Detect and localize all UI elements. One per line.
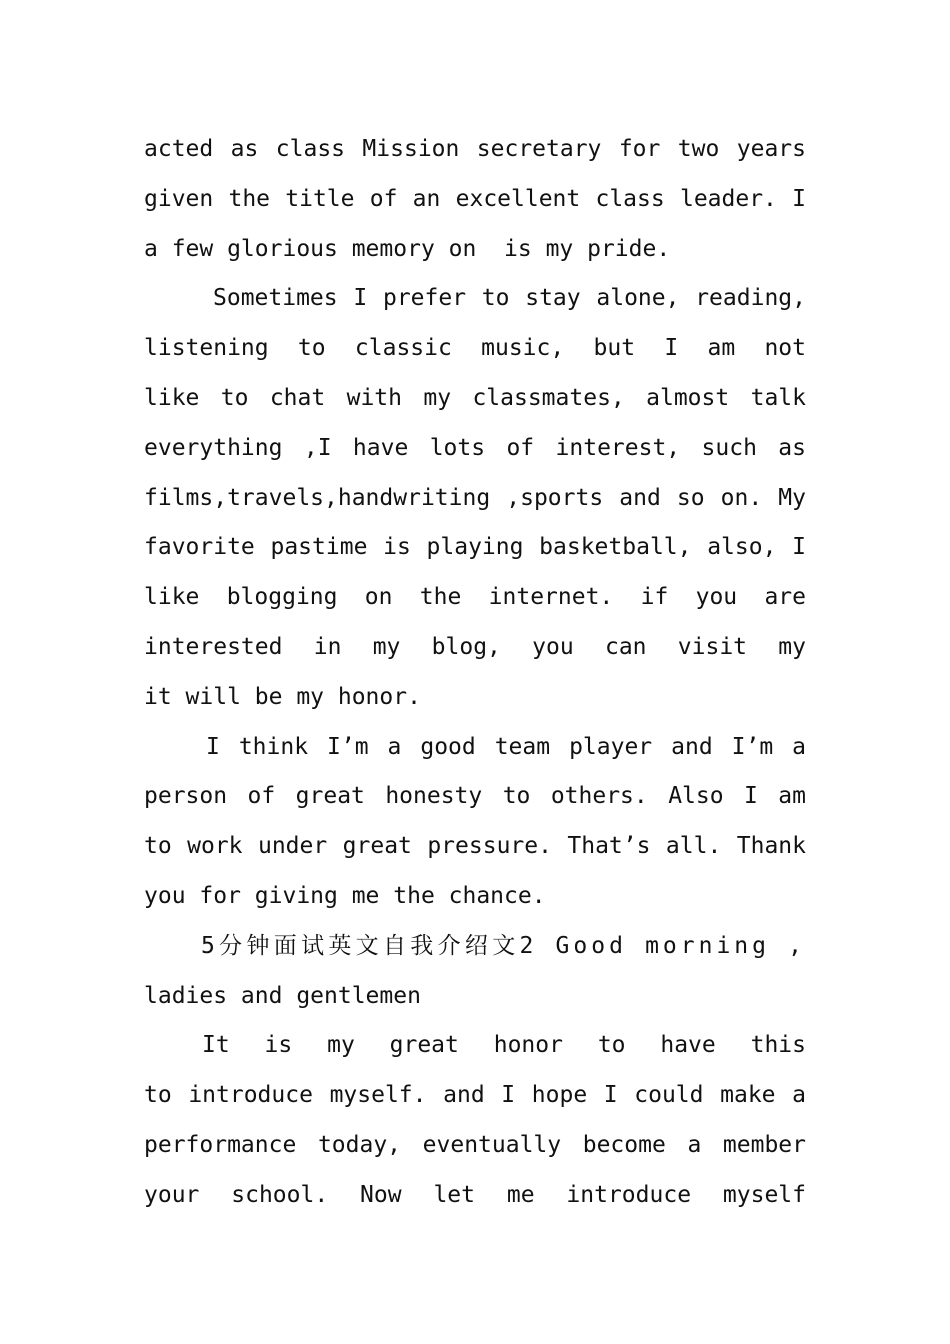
text-line: films,travels,handwriting ,sports and so on. My <box>144 484 806 511</box>
paragraph-start-line: Sometimes I prefer to stay alone, reading, <box>213 285 806 312</box>
text-line: to introduce myself. and I hope I could make a <box>144 1082 806 1109</box>
text-line: everything ,I have lots of interest, such as <box>144 434 806 461</box>
text-line: acted as class Mission secretary for two years <box>144 136 806 162</box>
text-line: a few glorious memory on is my pride. <box>144 235 671 262</box>
text-line: to work under great pressure. That’s all. Thank <box>144 833 806 860</box>
document-body <box>144 125 806 1221</box>
text-line: favorite pastime is playing basketball, also, I <box>144 534 806 561</box>
text-line: you for giving me the chance. <box>144 882 546 909</box>
text-line: ladies and gentlemen <box>144 982 421 1009</box>
paragraph-start-line: It is my great honor to have this <box>202 1032 806 1059</box>
text-line: interested in my blog, you can visit my <box>144 633 806 660</box>
text-line: your school. Now let me introduce myself <box>144 1181 806 1208</box>
text-line: person of great honesty to others. Also I am <box>144 783 806 810</box>
paragraph-start-line: I think I’m a good team player and I’m a <box>206 733 806 760</box>
text-line: it will be my honor. <box>144 683 421 710</box>
text-line: like blogging on the internet. if you are <box>144 584 806 611</box>
section-heading: 5分钟面试英文自我介绍文2 Good morning , <box>201 932 806 959</box>
text-line: listening to classic music, but I am not <box>144 335 806 362</box>
text-line: given the title of an excellent class leader. I <box>144 185 806 212</box>
text-line: performance today, eventually become a member <box>144 1131 806 1158</box>
text-line: like to chat with my classmates, almost talk <box>144 384 806 411</box>
